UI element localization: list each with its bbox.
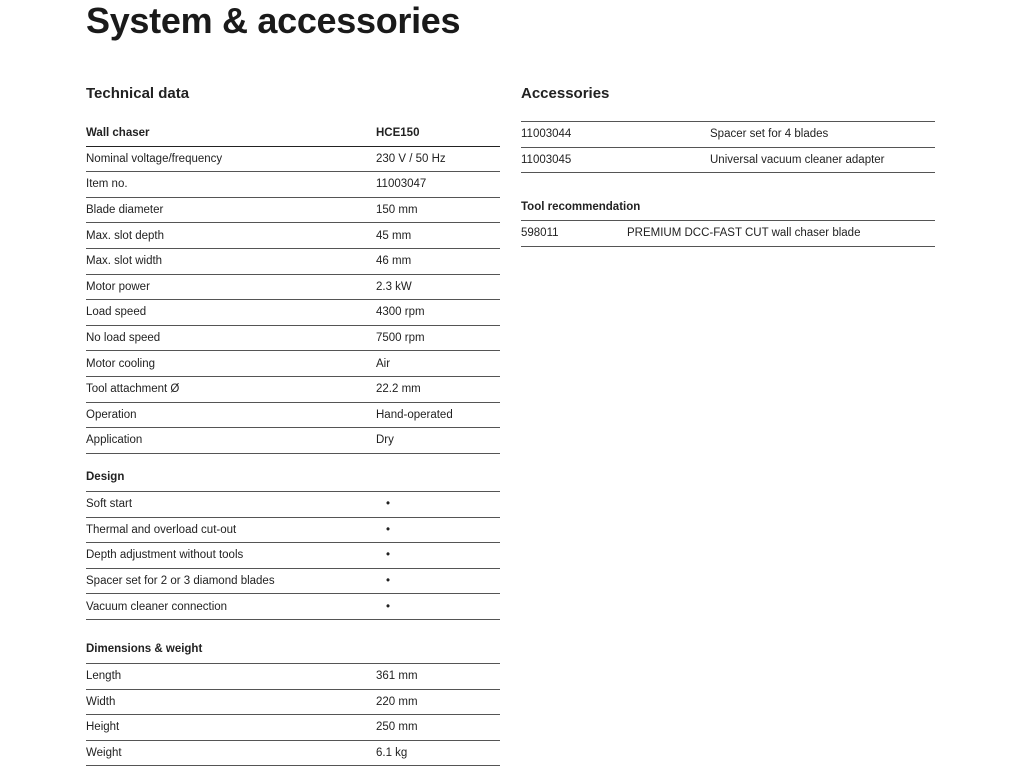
- table-row: [521, 147, 935, 173]
- design-heading: Design: [86, 471, 125, 483]
- row-value: 45 mm: [376, 223, 500, 249]
- row-value: 230 V / 50 Hz: [376, 146, 500, 172]
- row-label: Max. slot depth: [86, 223, 376, 249]
- table-row: [86, 740, 500, 766]
- table-row: [86, 376, 500, 402]
- row-value: 361 mm: [376, 664, 500, 690]
- row-label: Width: [86, 689, 376, 715]
- table-row: [521, 221, 935, 247]
- table-row: [86, 664, 500, 690]
- table-row: [86, 492, 500, 518]
- row-label: Vacuum cleaner connection: [86, 594, 376, 620]
- header-label: Wall chaser: [86, 121, 376, 146]
- table-row: [86, 594, 500, 620]
- bullet-mark: •: [376, 492, 400, 518]
- table-row: [86, 172, 500, 198]
- bullet-mark: •: [376, 594, 400, 620]
- row-value: 4300 rpm: [376, 300, 500, 326]
- row-value: 2.3 kW: [376, 274, 500, 300]
- row-label: Item no.: [86, 172, 376, 198]
- dimensions-heading: Dimensions & weight: [86, 643, 203, 655]
- table-row: [86, 689, 500, 715]
- table-row: [86, 146, 500, 172]
- page-title: System & accessories: [86, 0, 461, 41]
- technical-data-heading: Technical data: [86, 85, 190, 102]
- row-label: Height: [86, 715, 376, 741]
- table-row: [86, 351, 500, 377]
- tool-recommendation-table: [521, 220, 935, 247]
- row-label: Depth adjustment without tools: [86, 543, 376, 569]
- row-label: Motor cooling: [86, 351, 376, 377]
- item-number: 11003044: [521, 122, 710, 148]
- row-label: Thermal and overload cut-out: [86, 517, 376, 543]
- row-value: Dry: [376, 428, 500, 454]
- row-label: Motor power: [86, 274, 376, 300]
- row-value: 250 mm: [376, 715, 500, 741]
- table-row: [86, 223, 500, 249]
- bullet-mark: •: [376, 543, 400, 569]
- row-label: Operation: [86, 402, 376, 428]
- table-row: [521, 122, 935, 148]
- table-row: [86, 325, 500, 351]
- item-description: Spacer set for 4 blades: [710, 122, 935, 148]
- row-label: Soft start: [86, 492, 376, 518]
- row-label: No load speed: [86, 325, 376, 351]
- row-label: Spacer set for 2 or 3 diamond blades: [86, 568, 376, 594]
- technical-data-table: [86, 121, 500, 454]
- header-value: HCE150: [376, 121, 500, 146]
- row-value: 150 mm: [376, 197, 500, 223]
- accessories-table: [521, 121, 935, 173]
- table-row: [86, 248, 500, 274]
- row-value: 7500 rpm: [376, 325, 500, 351]
- row-value: 6.1 kg: [376, 740, 500, 766]
- accessories-heading: Accessories: [521, 85, 610, 102]
- item-description: PREMIUM DCC-FAST CUT wall chaser blade: [627, 221, 935, 247]
- bullet-mark: •: [376, 517, 400, 543]
- table-row: [86, 197, 500, 223]
- row-value: 22.2 mm: [376, 376, 500, 402]
- table-row: [86, 568, 500, 594]
- design-table: [86, 491, 500, 620]
- table-row: [86, 428, 500, 454]
- row-label: Max. slot width: [86, 248, 376, 274]
- item-number: 11003045: [521, 147, 710, 173]
- table-row: [86, 543, 500, 569]
- row-value: 220 mm: [376, 689, 500, 715]
- bullet-mark: •: [376, 568, 400, 594]
- row-value: 46 mm: [376, 248, 500, 274]
- table-row: [86, 402, 500, 428]
- row-label: Load speed: [86, 300, 376, 326]
- row-label: Weight: [86, 740, 376, 766]
- tool-recommendation-heading: Tool recommendation: [521, 201, 641, 213]
- row-value: Hand-operated: [376, 402, 500, 428]
- row-label: Tool attachment Ø: [86, 376, 376, 402]
- table-row: [86, 715, 500, 741]
- row-label: Application: [86, 428, 376, 454]
- table-row: [86, 274, 500, 300]
- item-number: 598011: [521, 221, 627, 247]
- technical-data-header-row: [86, 121, 500, 146]
- table-row: [86, 300, 500, 326]
- dimensions-table: [86, 663, 500, 766]
- row-value: 11003047: [376, 172, 500, 198]
- row-label: Nominal voltage/frequency: [86, 146, 376, 172]
- row-label: Length: [86, 664, 376, 690]
- table-row: [86, 517, 500, 543]
- row-value: Air: [376, 351, 500, 377]
- row-label: Blade diameter: [86, 197, 376, 223]
- item-description: Universal vacuum cleaner adapter: [710, 147, 935, 173]
